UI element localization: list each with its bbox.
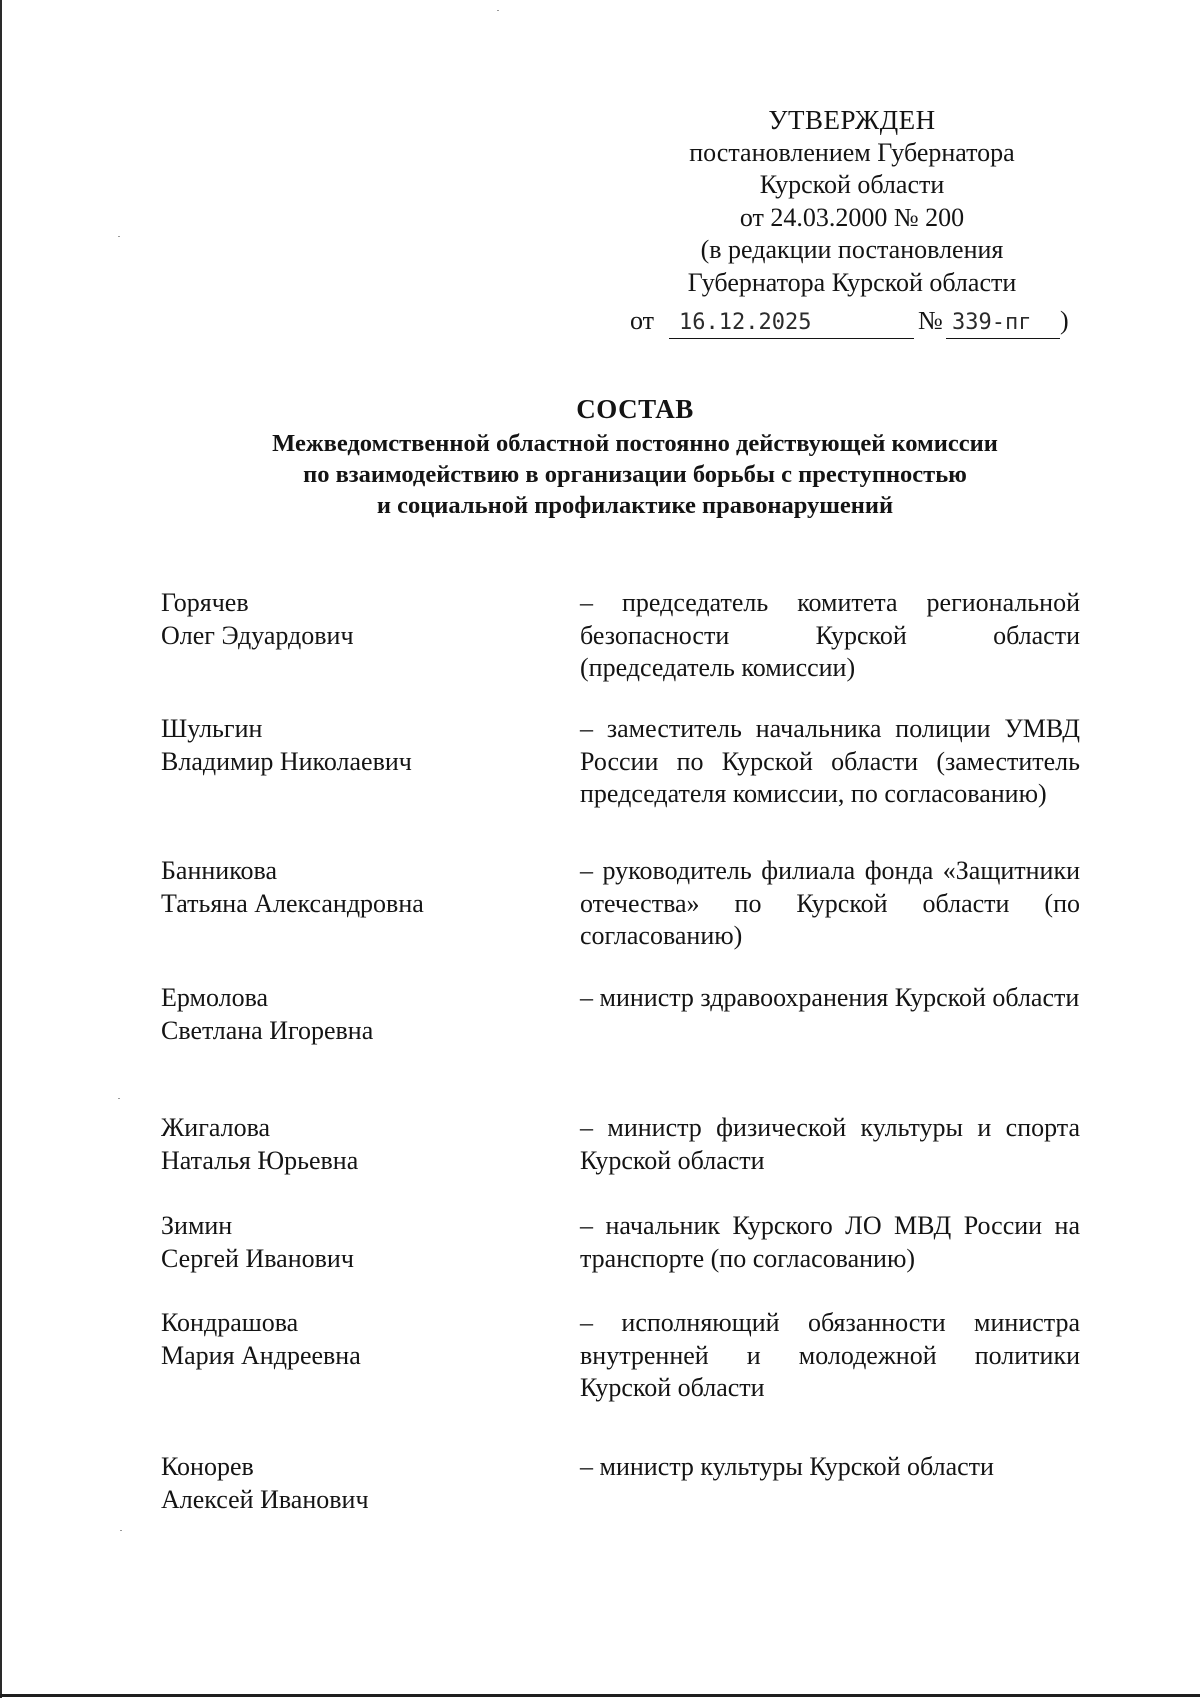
approval-line: (в редакции постановления bbox=[700, 235, 1004, 264]
member-surname: Зимин bbox=[161, 1211, 233, 1240]
edition-date: 16.12.2025 bbox=[669, 308, 914, 339]
member-surname: Конорев bbox=[161, 1452, 254, 1481]
member-surname: Горячев bbox=[161, 588, 249, 617]
edition-closing: ) bbox=[1060, 306, 1069, 335]
member-surname: Жигалова bbox=[161, 1113, 271, 1142]
member-given-names: Олег Эдуардович bbox=[161, 620, 354, 650]
member-surname: Ермолова bbox=[161, 983, 269, 1012]
member-name bbox=[161, 1451, 551, 1516]
document-title-block bbox=[150, 394, 1120, 521]
member-role: – председатель комитета региональной безопасности Курской области (председатель комиссии) bbox=[580, 588, 1080, 682]
member-name bbox=[161, 1112, 551, 1177]
approval-block bbox=[600, 104, 1104, 299]
member-given-names: Алексей Иванович bbox=[161, 1484, 369, 1514]
title-line: и социальной профилактике правонарушений bbox=[376, 492, 894, 519]
title-line: Межведомственной областной постоянно действующей комиссии bbox=[272, 430, 998, 457]
member-role: – министр физической культуры и спорта Курской области bbox=[580, 1113, 1080, 1175]
approval-line: постановлением Губернатора bbox=[689, 137, 1015, 167]
member-name bbox=[161, 1210, 551, 1275]
member-given-names: Владимир Николаевич bbox=[161, 746, 412, 776]
member-name bbox=[161, 1307, 551, 1372]
approval-line: от 24.03.2000 № 200 bbox=[739, 202, 965, 232]
member-name bbox=[161, 713, 551, 778]
member-given-names: Мария Андреевна bbox=[161, 1340, 361, 1370]
scan-speck bbox=[118, 236, 120, 237]
scan-edge-left bbox=[0, 0, 2, 1698]
member-role: – руководитель филиала фонда «Защитники отечества» по Курской области (по согласованию) bbox=[580, 856, 1080, 950]
document-title: СОСТАВ bbox=[576, 394, 694, 424]
member-given-names: Светлана Игоревна bbox=[161, 1015, 374, 1045]
member-role: – министр культуры Курской области bbox=[580, 1452, 994, 1481]
member-given-names: Сергей Иванович bbox=[161, 1243, 354, 1273]
member-given-names: Наталья Юрьевна bbox=[161, 1145, 359, 1175]
approval-heading: УТВЕРЖДЕН bbox=[768, 105, 936, 135]
edition-number: 339-пг bbox=[946, 308, 1060, 339]
member-role: – начальник Курского ЛО МВД России на транспорте (по согласованию) bbox=[580, 1211, 1080, 1273]
approval-line: Губернатора Курской области bbox=[687, 267, 1017, 297]
approval-line: Курской области bbox=[759, 170, 945, 199]
member-name bbox=[161, 982, 551, 1047]
member-role: – министр здравоохранения Курской области bbox=[580, 983, 1080, 1012]
member-given-names: Татьяна Александровна bbox=[161, 888, 424, 918]
scan-speck bbox=[497, 10, 499, 11]
title-line: по взаимодействию в организации борьбы с преступностью bbox=[303, 461, 967, 488]
member-name bbox=[161, 587, 551, 652]
member-surname: Банникова bbox=[161, 856, 277, 885]
scan-edge-bottom bbox=[0, 1694, 1200, 1697]
member-surname: Кондрашова bbox=[161, 1308, 299, 1337]
scan-speck bbox=[118, 1098, 120, 1099]
member-role: – исполняющий обязанности министра внутренней и молодежной политики Курской области bbox=[580, 1308, 1080, 1402]
member-role: – заместитель начальника полиции УМВД России по Курской области (заместитель председателя комиссии, по согласованию) bbox=[580, 714, 1080, 808]
scan-speck bbox=[120, 1530, 122, 1531]
edition-from-label: от bbox=[630, 306, 655, 335]
member-name bbox=[161, 855, 551, 920]
member-surname: Шульгин bbox=[161, 714, 263, 743]
edition-number-label: № bbox=[918, 306, 943, 335]
